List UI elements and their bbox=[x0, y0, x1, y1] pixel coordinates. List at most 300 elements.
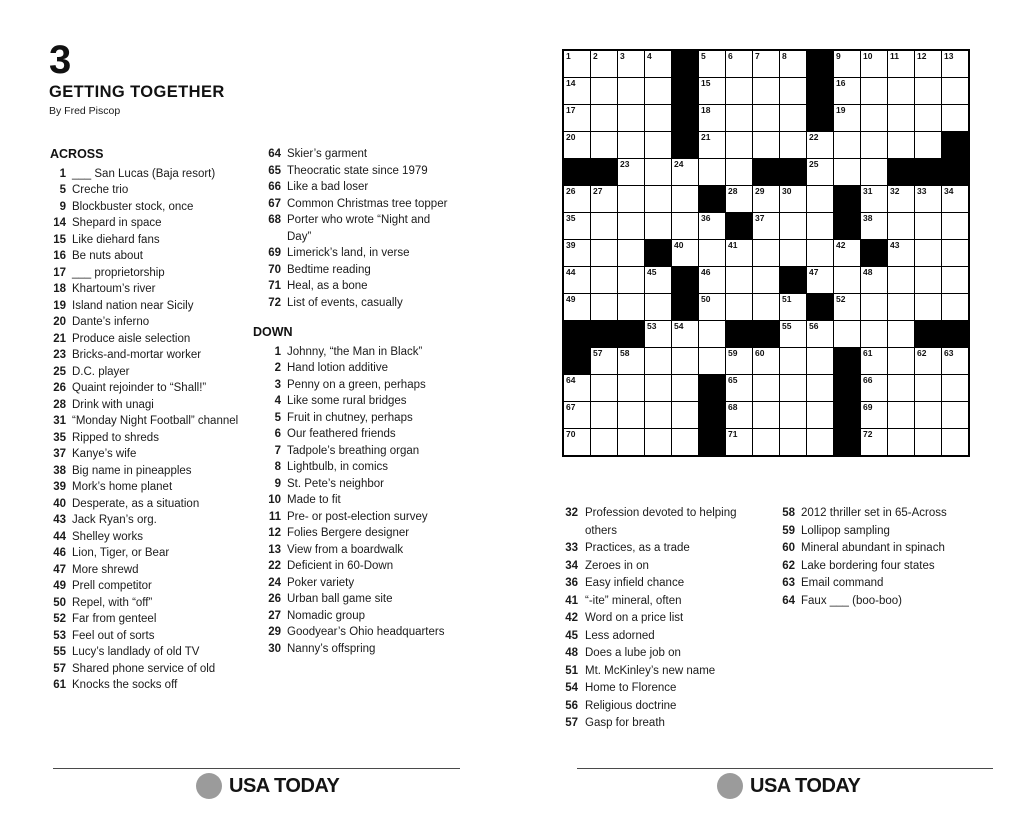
grid-cell[interactable] bbox=[780, 240, 806, 266]
grid-cell[interactable] bbox=[780, 294, 806, 320]
grid-cell[interactable] bbox=[591, 375, 617, 401]
clue-number: 51 bbox=[565, 664, 578, 677]
cell-number: 48 bbox=[863, 267, 873, 277]
grid-cell[interactable] bbox=[753, 213, 779, 239]
grid-cell-black bbox=[672, 132, 698, 158]
grid-cell[interactable] bbox=[726, 132, 752, 158]
grid-cell[interactable] bbox=[942, 348, 968, 374]
clue-item bbox=[50, 182, 246, 199]
grid-cell[interactable] bbox=[591, 348, 617, 374]
clue-item bbox=[50, 677, 246, 694]
grid-cell[interactable] bbox=[564, 186, 590, 212]
grid-cell[interactable] bbox=[780, 105, 806, 131]
grid-cell[interactable] bbox=[888, 267, 914, 293]
grid-cell[interactable] bbox=[645, 267, 671, 293]
cell-number: 20 bbox=[566, 132, 576, 142]
grid-cell[interactable] bbox=[618, 132, 644, 158]
clue-text: Feel out of sorts bbox=[72, 629, 155, 642]
grid-cell[interactable] bbox=[645, 375, 671, 401]
grid-cell[interactable] bbox=[780, 429, 806, 455]
grid-cell[interactable] bbox=[726, 375, 752, 401]
clue-number: 54 bbox=[565, 682, 578, 694]
grid-cell[interactable] bbox=[753, 240, 779, 266]
grid-cell[interactable] bbox=[780, 213, 806, 239]
grid-cell[interactable] bbox=[834, 159, 860, 185]
clue-number: 65 bbox=[268, 164, 281, 177]
grid-cell[interactable] bbox=[888, 429, 914, 455]
grid-cell[interactable] bbox=[834, 132, 860, 158]
grid-cell[interactable] bbox=[618, 375, 644, 401]
clue-item bbox=[253, 146, 449, 163]
clue-text: “-ite” mineral, often bbox=[585, 594, 682, 607]
clue-number: 71 bbox=[268, 280, 281, 292]
clue-number: 5 bbox=[59, 184, 66, 196]
grid-cell[interactable] bbox=[888, 132, 914, 158]
grid-cell-black bbox=[834, 402, 860, 428]
grid-cell[interactable] bbox=[888, 240, 914, 266]
clue-number: 62 bbox=[782, 559, 795, 572]
clue-number: 39 bbox=[53, 481, 66, 493]
grid-cell-black bbox=[915, 321, 941, 347]
clue-text: Mineral abundant in spinach bbox=[801, 542, 945, 554]
grid-cell[interactable] bbox=[645, 213, 671, 239]
grid-cell[interactable] bbox=[591, 213, 617, 239]
clue-text: Big name in pineapples bbox=[72, 464, 192, 477]
grid-cell[interactable] bbox=[915, 213, 941, 239]
right-footer-logo bbox=[717, 773, 860, 799]
grid-cell[interactable] bbox=[672, 402, 698, 428]
grid-cell[interactable] bbox=[861, 321, 887, 347]
grid-cell[interactable] bbox=[834, 267, 860, 293]
clue-number: 31 bbox=[53, 415, 66, 427]
grid-cell[interactable] bbox=[699, 105, 725, 131]
grid-cell[interactable] bbox=[861, 159, 887, 185]
clue-text: Porter who wrote “Night and Day” bbox=[287, 214, 431, 243]
grid-cell[interactable] bbox=[861, 267, 887, 293]
grid-cell[interactable] bbox=[942, 267, 968, 293]
grid-cell[interactable] bbox=[672, 375, 698, 401]
grid-cell-black bbox=[672, 267, 698, 293]
grid-cell[interactable] bbox=[645, 51, 671, 77]
grid-cell[interactable] bbox=[699, 240, 725, 266]
grid-cell[interactable] bbox=[699, 321, 725, 347]
grid-cell[interactable] bbox=[564, 294, 590, 320]
grid-cell[interactable] bbox=[618, 51, 644, 77]
grid-cell[interactable] bbox=[672, 213, 698, 239]
grid-cell[interactable] bbox=[618, 159, 644, 185]
grid-cell[interactable] bbox=[888, 51, 914, 77]
grid-cell[interactable] bbox=[915, 105, 941, 131]
grid-cell[interactable] bbox=[807, 267, 833, 293]
grid-cell-black bbox=[780, 159, 806, 185]
grid-cell[interactable] bbox=[753, 132, 779, 158]
grid-cell[interactable] bbox=[672, 186, 698, 212]
grid-cell[interactable] bbox=[942, 402, 968, 428]
grid-cell[interactable] bbox=[780, 321, 806, 347]
clue-text: “Monday Night Football” channel bbox=[72, 415, 239, 427]
grid-cell[interactable] bbox=[618, 186, 644, 212]
clue-text: Deficient in 60-Down bbox=[287, 560, 394, 572]
grid-cell[interactable] bbox=[834, 78, 860, 104]
grid-cell[interactable] bbox=[780, 78, 806, 104]
clue-text: Heal, as a bone bbox=[287, 280, 368, 292]
clue-number: 32 bbox=[565, 507, 578, 519]
grid-cell[interactable] bbox=[591, 105, 617, 131]
cell-number: 59 bbox=[728, 348, 738, 358]
cell-number: 67 bbox=[566, 402, 576, 412]
grid-cell[interactable] bbox=[618, 213, 644, 239]
grid-cell[interactable] bbox=[861, 402, 887, 428]
grid-cell[interactable] bbox=[942, 51, 968, 77]
grid-cell[interactable] bbox=[942, 294, 968, 320]
grid-cell[interactable] bbox=[564, 429, 590, 455]
grid-cell[interactable] bbox=[645, 429, 671, 455]
grid-cell[interactable] bbox=[807, 321, 833, 347]
grid-cell[interactable] bbox=[807, 159, 833, 185]
grid-cell[interactable] bbox=[807, 348, 833, 374]
grid-cell[interactable] bbox=[780, 375, 806, 401]
grid-cell[interactable] bbox=[861, 294, 887, 320]
grid-cell[interactable] bbox=[942, 375, 968, 401]
down-clues-column-continued-1 bbox=[563, 505, 763, 733]
grid-cell[interactable] bbox=[618, 78, 644, 104]
grid-cell[interactable] bbox=[672, 159, 698, 185]
grid-cell[interactable] bbox=[942, 186, 968, 212]
grid-cell[interactable] bbox=[591, 186, 617, 212]
grid-cell[interactable] bbox=[591, 240, 617, 266]
clue-number: 8 bbox=[274, 461, 281, 473]
grid-cell[interactable] bbox=[888, 321, 914, 347]
clue-text: Faux ___ (boo-boo) bbox=[801, 594, 903, 607]
grid-cell[interactable] bbox=[699, 159, 725, 185]
clue-item bbox=[253, 459, 449, 476]
grid-cell[interactable] bbox=[807, 186, 833, 212]
grid-cell-black bbox=[834, 186, 860, 212]
grid-cell[interactable] bbox=[618, 294, 644, 320]
clue-text: Lucy’s landlady of old TV bbox=[72, 646, 200, 658]
clue-text: Urban ball game site bbox=[287, 593, 393, 605]
grid-cell[interactable] bbox=[699, 348, 725, 374]
grid-cell[interactable] bbox=[699, 51, 725, 77]
grid-cell[interactable] bbox=[942, 105, 968, 131]
clue-item bbox=[50, 397, 246, 414]
clue-item bbox=[253, 179, 449, 196]
clue-number: 1 bbox=[59, 167, 66, 180]
grid-cell[interactable] bbox=[753, 267, 779, 293]
clue-item bbox=[563, 505, 763, 540]
clue-text: Theocratic state since 1979 bbox=[287, 164, 428, 177]
grid-cell[interactable] bbox=[645, 321, 671, 347]
grid-cell[interactable] bbox=[726, 78, 752, 104]
grid-cell[interactable] bbox=[564, 267, 590, 293]
grid-cell[interactable] bbox=[726, 51, 752, 77]
clue-text: Bedtime reading bbox=[287, 263, 371, 276]
grid-cell[interactable] bbox=[591, 51, 617, 77]
clue-item bbox=[563, 575, 763, 593]
grid-cell[interactable] bbox=[942, 240, 968, 266]
grid-cell[interactable] bbox=[834, 240, 860, 266]
cell-number: 60 bbox=[755, 348, 765, 358]
grid-cell[interactable] bbox=[591, 402, 617, 428]
grid-cell[interactable] bbox=[564, 240, 590, 266]
cell-number: 2 bbox=[593, 51, 598, 61]
grid-cell[interactable] bbox=[699, 294, 725, 320]
grid-cell[interactable] bbox=[672, 429, 698, 455]
grid-cell[interactable] bbox=[834, 51, 860, 77]
cell-number: 37 bbox=[755, 213, 765, 223]
grid-cell-black bbox=[780, 267, 806, 293]
grid-cell[interactable] bbox=[591, 267, 617, 293]
clue-text: Produce aisle selection bbox=[72, 332, 191, 345]
grid-cell[interactable] bbox=[591, 132, 617, 158]
grid-cell[interactable] bbox=[807, 429, 833, 455]
grid-cell[interactable] bbox=[645, 159, 671, 185]
cell-number: 6 bbox=[728, 51, 733, 61]
clue-text: St. Pete’s neighbor bbox=[287, 477, 384, 490]
grid-cell[interactable] bbox=[564, 132, 590, 158]
clue-item bbox=[253, 641, 449, 658]
clue-item bbox=[563, 645, 763, 663]
grid-cell[interactable] bbox=[753, 429, 779, 455]
clue-text: Common Christmas tree topper bbox=[287, 197, 448, 210]
grid-cell[interactable] bbox=[618, 105, 644, 131]
cell-number: 10 bbox=[863, 51, 873, 61]
cell-number: 69 bbox=[863, 402, 873, 412]
grid-cell[interactable] bbox=[726, 267, 752, 293]
grid-cell-black bbox=[699, 375, 725, 401]
grid-cell[interactable] bbox=[915, 51, 941, 77]
cell-number: 34 bbox=[944, 186, 954, 196]
grid-cell[interactable] bbox=[564, 402, 590, 428]
grid-cell[interactable] bbox=[699, 78, 725, 104]
cell-number: 16 bbox=[836, 78, 846, 88]
clue-item bbox=[50, 545, 246, 562]
cell-number: 18 bbox=[701, 105, 711, 115]
grid-cell[interactable] bbox=[888, 402, 914, 428]
grid-cell[interactable] bbox=[780, 348, 806, 374]
grid-cell[interactable] bbox=[564, 375, 590, 401]
grid-cell[interactable] bbox=[726, 429, 752, 455]
grid-cell-black bbox=[834, 429, 860, 455]
grid-cell[interactable] bbox=[753, 348, 779, 374]
grid-cell[interactable] bbox=[888, 294, 914, 320]
grid-cell[interactable] bbox=[888, 213, 914, 239]
grid-cell[interactable] bbox=[780, 132, 806, 158]
grid-cell[interactable] bbox=[618, 348, 644, 374]
clue-number: 56 bbox=[565, 699, 578, 712]
grid-cell[interactable] bbox=[645, 78, 671, 104]
clue-number: 1 bbox=[274, 345, 281, 358]
grid-cell[interactable] bbox=[726, 159, 752, 185]
grid-cell[interactable] bbox=[753, 375, 779, 401]
grid-cell[interactable] bbox=[645, 132, 671, 158]
grid-cell[interactable] bbox=[915, 186, 941, 212]
cell-number: 49 bbox=[566, 294, 576, 304]
grid-cell-black bbox=[807, 294, 833, 320]
grid-cell[interactable] bbox=[564, 78, 590, 104]
grid-cell[interactable] bbox=[888, 186, 914, 212]
cell-number: 58 bbox=[620, 348, 630, 358]
grid-cell-black bbox=[834, 348, 860, 374]
grid-cell[interactable] bbox=[807, 132, 833, 158]
clue-item bbox=[779, 575, 1009, 593]
clue-item bbox=[563, 680, 763, 698]
grid-cell[interactable] bbox=[726, 402, 752, 428]
grid-cell[interactable] bbox=[861, 213, 887, 239]
cell-number: 61 bbox=[863, 348, 873, 358]
grid-cell[interactable] bbox=[942, 213, 968, 239]
grid-cell[interactable] bbox=[942, 78, 968, 104]
grid-cell[interactable] bbox=[834, 105, 860, 131]
clue-number: 22 bbox=[268, 560, 281, 572]
clue-item bbox=[50, 199, 246, 216]
clue-text: Zeroes in on bbox=[585, 559, 649, 572]
clue-number: 53 bbox=[53, 629, 66, 642]
cell-number: 23 bbox=[620, 159, 630, 169]
grid-cell[interactable] bbox=[915, 267, 941, 293]
clue-number: 59 bbox=[782, 524, 795, 537]
grid-cell[interactable] bbox=[753, 51, 779, 77]
grid-cell[interactable] bbox=[618, 240, 644, 266]
grid-cell[interactable] bbox=[780, 51, 806, 77]
grid-cell[interactable] bbox=[861, 348, 887, 374]
cell-number: 39 bbox=[566, 240, 576, 250]
grid-cell[interactable] bbox=[861, 105, 887, 131]
clue-item bbox=[50, 380, 246, 397]
grid-cell[interactable] bbox=[672, 321, 698, 347]
grid-cell[interactable] bbox=[915, 429, 941, 455]
grid-cell[interactable] bbox=[753, 186, 779, 212]
clue-item bbox=[253, 591, 449, 608]
grid-cell[interactable] bbox=[564, 213, 590, 239]
clue-item bbox=[50, 562, 246, 579]
grid-cell[interactable] bbox=[645, 186, 671, 212]
grid-cell[interactable] bbox=[915, 78, 941, 104]
grid-cell[interactable] bbox=[618, 402, 644, 428]
grid-cell[interactable] bbox=[726, 105, 752, 131]
right-footer-rule bbox=[577, 768, 993, 769]
grid-cell[interactable] bbox=[753, 294, 779, 320]
grid-cell[interactable] bbox=[888, 375, 914, 401]
grid-cell[interactable] bbox=[915, 132, 941, 158]
grid-cell[interactable] bbox=[753, 402, 779, 428]
grid-cell[interactable] bbox=[753, 78, 779, 104]
grid-cell[interactable] bbox=[699, 267, 725, 293]
grid-cell[interactable] bbox=[753, 105, 779, 131]
grid-cell[interactable] bbox=[591, 78, 617, 104]
grid-cell[interactable] bbox=[618, 267, 644, 293]
grid-cell-black bbox=[564, 348, 590, 374]
grid-cell[interactable] bbox=[915, 375, 941, 401]
grid-cell[interactable] bbox=[807, 375, 833, 401]
clue-text: ___ proprietorship bbox=[72, 266, 165, 279]
across-clue-list-continued bbox=[253, 146, 449, 311]
clue-text: Does a lube job on bbox=[585, 647, 681, 659]
grid-cell[interactable] bbox=[780, 402, 806, 428]
clue-text: Desperate, as a situation bbox=[72, 497, 200, 510]
grid-cell[interactable] bbox=[645, 402, 671, 428]
clue-item bbox=[253, 426, 449, 443]
grid-cell[interactable] bbox=[861, 186, 887, 212]
grid-cell[interactable] bbox=[807, 402, 833, 428]
clue-text: More shrewd bbox=[72, 563, 139, 576]
clue-number: 23 bbox=[53, 349, 66, 361]
grid-cell[interactable] bbox=[699, 132, 725, 158]
grid-cell[interactable] bbox=[861, 132, 887, 158]
grid-cell[interactable] bbox=[564, 105, 590, 131]
clue-text: Knocks the socks off bbox=[72, 679, 178, 691]
grid-cell[interactable] bbox=[915, 348, 941, 374]
grid-cell[interactable] bbox=[915, 294, 941, 320]
grid-cell[interactable] bbox=[645, 105, 671, 131]
cell-number: 1 bbox=[566, 51, 571, 61]
grid-cell[interactable] bbox=[591, 294, 617, 320]
clue-text: Lollipop sampling bbox=[801, 524, 890, 537]
grid-cell[interactable] bbox=[726, 240, 752, 266]
grid-cell[interactable] bbox=[861, 78, 887, 104]
grid-cell[interactable] bbox=[699, 213, 725, 239]
grid-cell[interactable] bbox=[807, 240, 833, 266]
crossword-grid bbox=[562, 49, 970, 457]
grid-cell[interactable] bbox=[591, 429, 617, 455]
grid-cell[interactable] bbox=[564, 51, 590, 77]
grid-cell[interactable] bbox=[942, 429, 968, 455]
cell-number: 62 bbox=[917, 348, 927, 358]
grid-cell[interactable] bbox=[888, 78, 914, 104]
grid-cell[interactable] bbox=[726, 348, 752, 374]
grid-cell[interactable] bbox=[645, 348, 671, 374]
clue-text: Ripped to shreds bbox=[72, 431, 159, 444]
clue-text: Mork’s home planet bbox=[72, 481, 173, 493]
grid-cell[interactable] bbox=[834, 294, 860, 320]
clue-number: 28 bbox=[53, 398, 66, 411]
cell-number: 17 bbox=[566, 105, 576, 115]
grid-cell[interactable] bbox=[888, 348, 914, 374]
clue-number: 12 bbox=[268, 527, 281, 539]
grid-cell[interactable] bbox=[915, 402, 941, 428]
clue-number: 66 bbox=[268, 181, 281, 193]
clue-text: Practices, as a trade bbox=[585, 542, 690, 554]
grid-cell[interactable] bbox=[834, 321, 860, 347]
cell-number: 38 bbox=[863, 213, 873, 223]
cell-number: 5 bbox=[701, 51, 706, 61]
cell-number: 3 bbox=[620, 51, 625, 61]
clue-item bbox=[50, 512, 246, 529]
grid-cell[interactable] bbox=[861, 429, 887, 455]
grid-cell[interactable] bbox=[672, 348, 698, 374]
grid-cell[interactable] bbox=[672, 240, 698, 266]
clue-text: Dante’s inferno bbox=[72, 316, 150, 328]
grid-cell[interactable] bbox=[861, 375, 887, 401]
grid-cell[interactable] bbox=[861, 51, 887, 77]
grid-cell[interactable] bbox=[888, 105, 914, 131]
clue-number: 49 bbox=[53, 580, 66, 592]
clue-number: 42 bbox=[565, 612, 578, 624]
grid-cell[interactable] bbox=[618, 429, 644, 455]
grid-cell[interactable] bbox=[645, 294, 671, 320]
clue-text: Our feathered friends bbox=[287, 428, 396, 440]
grid-cell[interactable] bbox=[807, 213, 833, 239]
clue-number: 72 bbox=[268, 296, 281, 309]
clue-text: Email command bbox=[801, 577, 884, 589]
grid-cell[interactable] bbox=[780, 186, 806, 212]
clue-text: Word on a price list bbox=[585, 612, 684, 624]
clue-item bbox=[779, 540, 1009, 558]
clue-text: Like diehard fans bbox=[72, 233, 160, 246]
grid-cell[interactable] bbox=[726, 186, 752, 212]
grid-cell[interactable] bbox=[726, 294, 752, 320]
grid-cell[interactable] bbox=[915, 240, 941, 266]
